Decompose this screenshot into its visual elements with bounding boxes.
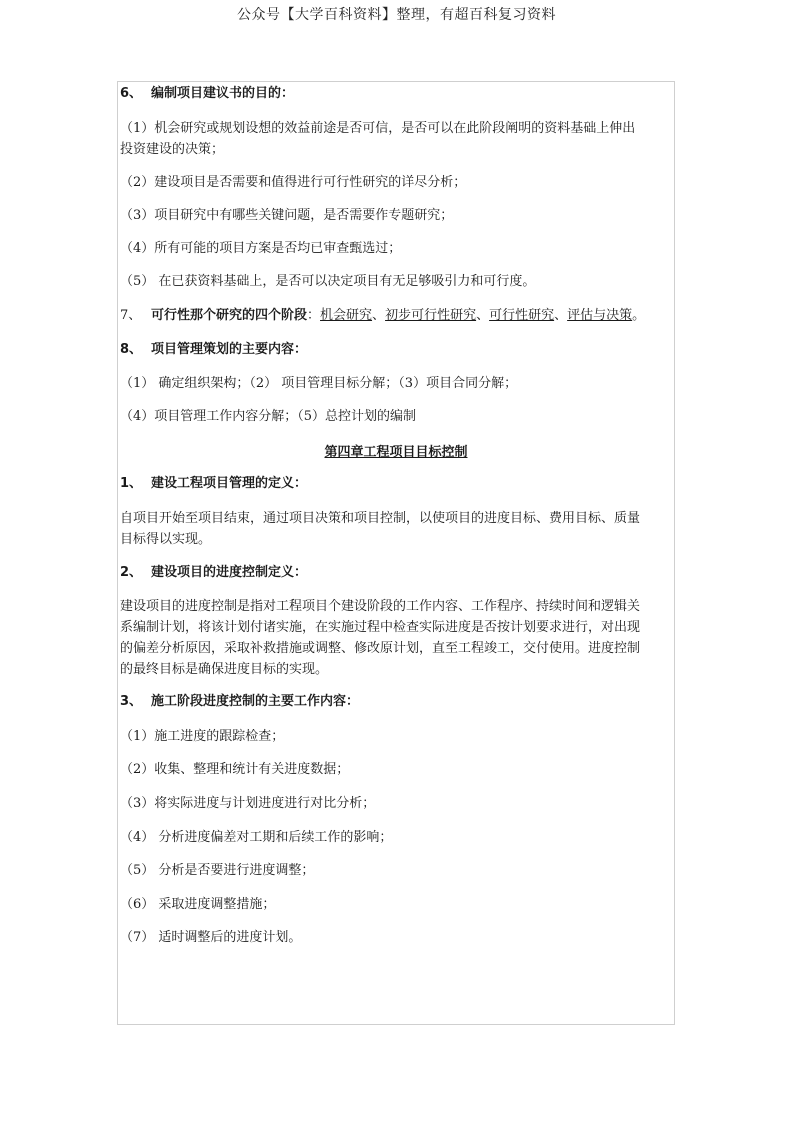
section-7-title: 可行性那个研究的四个阶段 (151, 308, 308, 323)
section-6-title: 编制项目建议书的目的： (151, 86, 295, 101)
chapter-title: 第四章工程项目目标控制 (324, 445, 468, 460)
chapter-item-3-point-5: （5） 分析是否要进行进度调整； (120, 863, 315, 878)
chapter-item-3-point-6: （6） 采取进度调整措施； (120, 897, 276, 912)
chapter-item-2-title: 建设项目的进度控制定义： (151, 565, 308, 580)
chapter-item-1-title: 建设工程项目管理的定义： (151, 476, 308, 491)
chapter-item-1-heading (120, 473, 307, 494)
section-8-title: 项目管理策划的主要内容： (151, 342, 308, 357)
chapter-item-3-point-4: （4） 分析进度偏差对工期和后续工作的影响； (120, 830, 393, 845)
phase-separator: 、 (372, 308, 386, 323)
chapter-item-2-text-2: 系编制计划，将该计划付诸实施，在实施过程中检查实际进度是否按计划要求进行，对出现 (120, 620, 641, 635)
section-6-number: 6、 (120, 86, 143, 101)
section-6-item-2: （2）建设项目是否需要和值得进行可行性研究的详尽分析； (120, 175, 467, 190)
section-8-heading (120, 339, 307, 360)
phase-separator: 、 (554, 308, 568, 323)
section-8-line-2: （4）项目管理工作内容分解；（5）总控计划的编制 (120, 409, 417, 424)
chapter-item-3-number: 3、 (120, 694, 143, 709)
chapter-item-1-number: 1、 (120, 476, 143, 491)
section-8-number: 8、 (120, 342, 143, 357)
phase-link-4[interactable]: 评估与决策 (567, 308, 633, 323)
chapter-item-3-point-1: （1）施工进度的跟踪检查； (120, 729, 285, 744)
chapter-item-2-text-3: 的偏差分析原因，采取补救措施或调整、修改原计划，直至工程竣工，交付使用。进度控制 (120, 641, 641, 656)
chapter-item-3-title: 施工阶段进度控制的主要工作内容： (151, 694, 360, 709)
section-6-heading (120, 83, 294, 104)
chapter-item-3-point-2: （2）收集、整理和统计有关进度数据； (120, 762, 350, 777)
chapter-item-3-point-3: （3）将实际进度与计划进度进行对比分析； (120, 796, 376, 811)
phase-link-3[interactable]: 可行性研究 (489, 308, 555, 323)
page-header: 公众号【大学百科资料】整理，有超百科复习资料 (237, 7, 556, 23)
chapter-item-3-point-7: （7） 适时调整后的进度计划。 (120, 930, 302, 945)
section-7-end: 。 (632, 308, 646, 323)
chapter-item-3-heading (120, 691, 359, 712)
section-7-line (120, 305, 645, 326)
section-7-colon: ： (307, 308, 321, 323)
phase-link-2[interactable]: 初步可行性研究 (385, 308, 477, 323)
section-8-line-1: （1） 确定组织架构；（2） 项目管理目标分解；（3）项目合同分解； (120, 376, 518, 391)
chapter-item-1-text-1: 自项目开始至项目结束，通过项目决策和项目控制，以使项目的进度目标、费用目标、质量 (120, 511, 641, 526)
section-6-item-1-cont: 投资建设的决策； (120, 142, 225, 157)
section-6-item-3: （3）项目研究中有哪些关键问题，是否需要作专题研究； (120, 208, 454, 223)
chapter-item-2-text-1: 建设项目的进度控制是指对工程项目个建设阶段的工作内容、工作程序、持续时间和逻辑关 (120, 599, 641, 614)
chapter-item-2-heading (120, 562, 307, 583)
section-6-item-1: （1）机会研究或规划设想的效益前途是否可信，是否可以在此阶段阐明的资料基础上伸出 (120, 121, 636, 136)
phase-link-1[interactable]: 机会研究 (320, 308, 373, 323)
chapter-item-2-text-4: 的最终目标是确保进度目标的实现。 (120, 662, 329, 677)
section-6-item-5: （5） 在已获资料基础上，是否可以决定项目有无足够吸引力和可行度。 (120, 274, 536, 289)
section-6-item-4: （4）所有可能的项目方案是否均已审查甄选过； (120, 241, 402, 256)
phase-separator: 、 (476, 308, 490, 323)
chapter-item-2-number: 2、 (120, 565, 143, 580)
chapter-item-1-text-2: 目标得以实现。 (120, 532, 212, 547)
section-7-number: 7、 (120, 308, 142, 323)
